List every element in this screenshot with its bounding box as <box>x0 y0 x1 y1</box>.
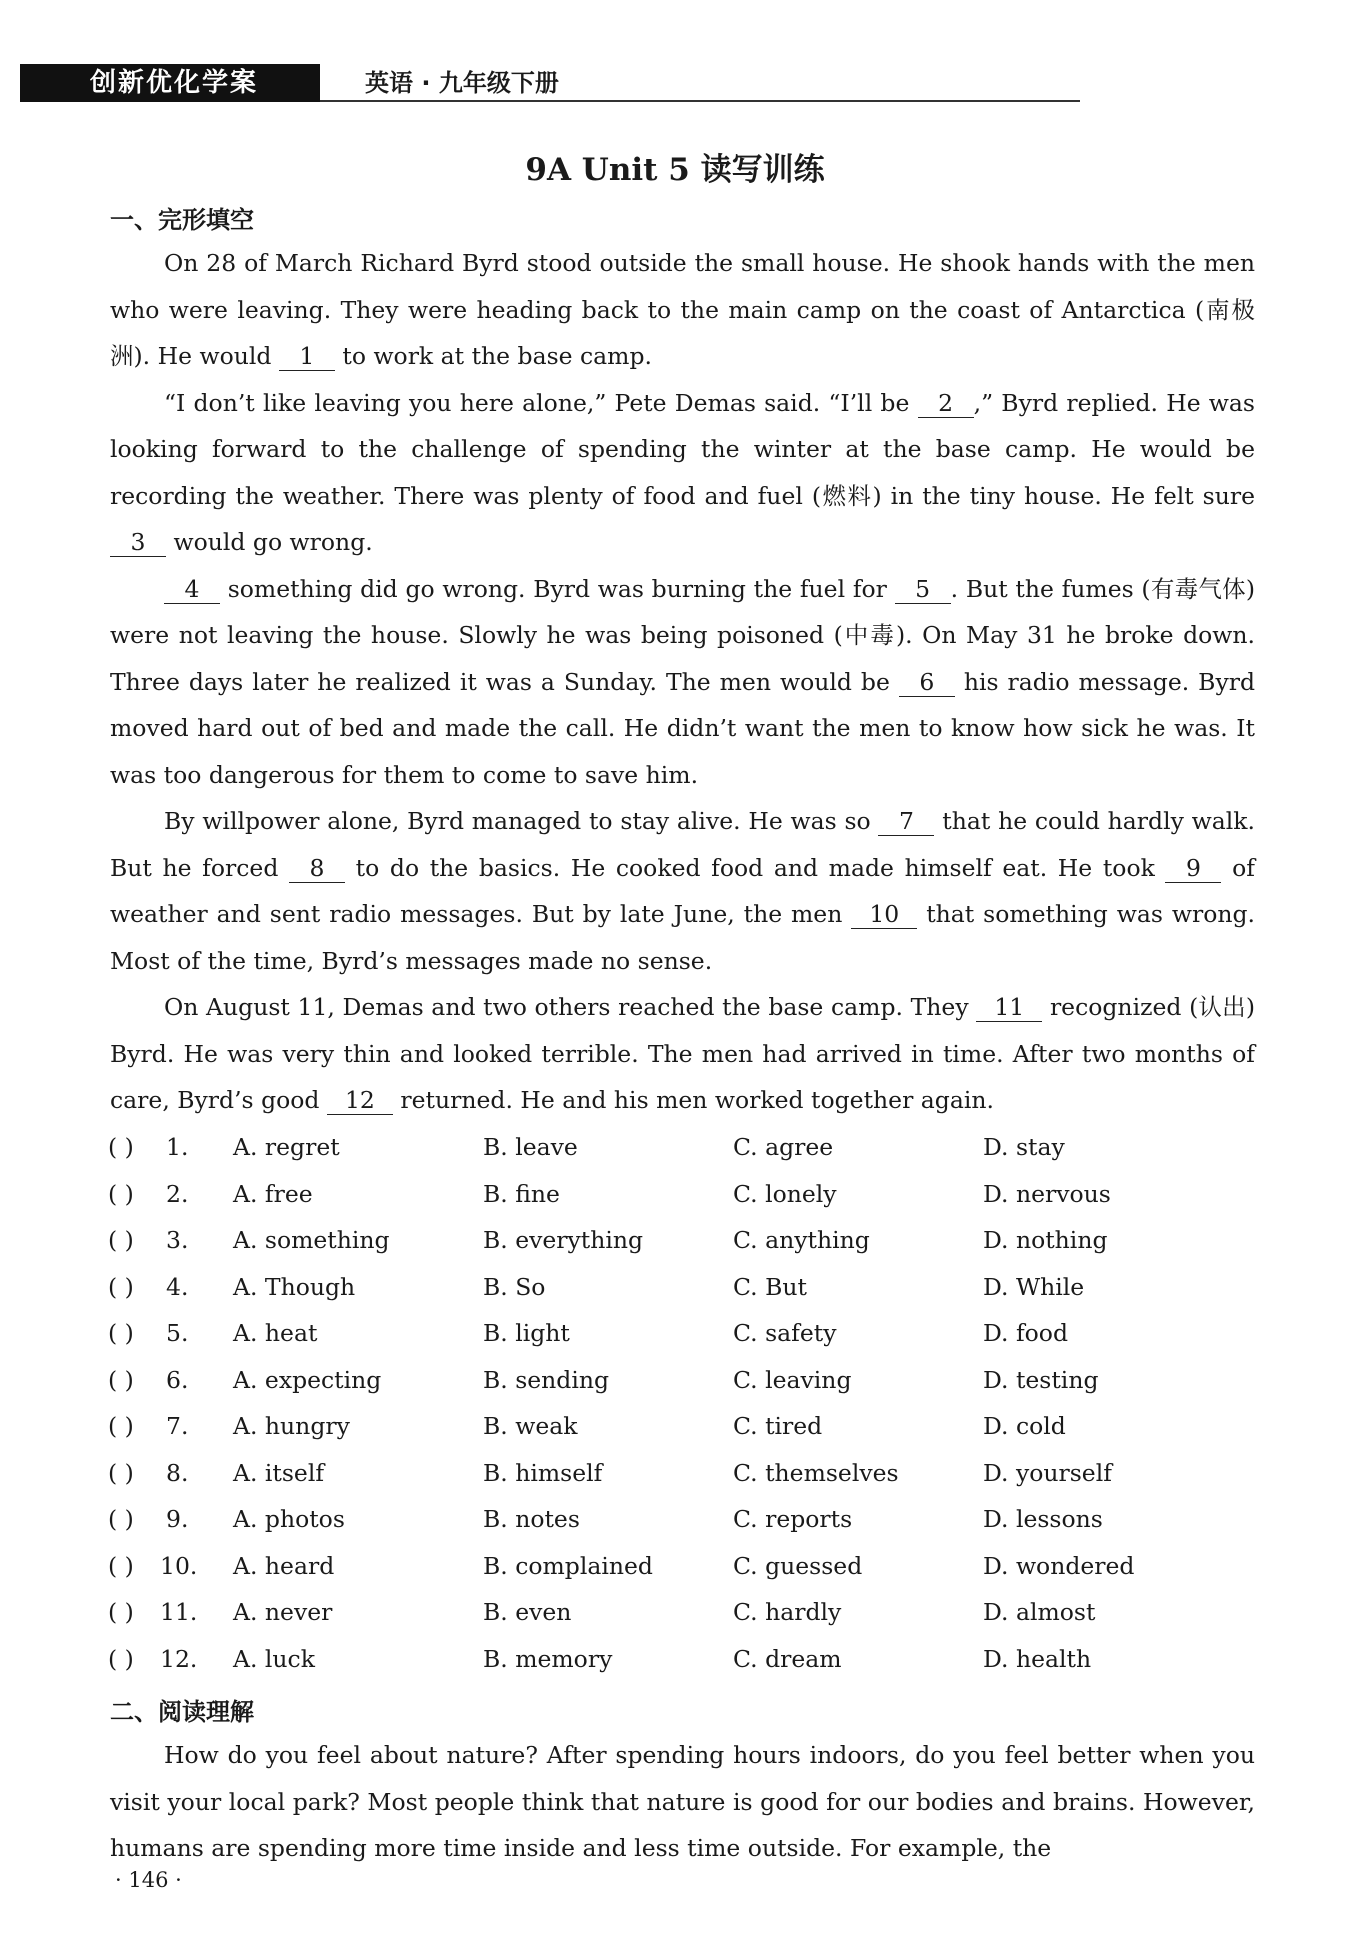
passage-text: ,” Byrd replied. He was looking forward to the challenge of spending the winter at the base camp. He would be recording the weather. There was plenty of food and fuel (燃料) in the tiny house. He felt sure <box>110 388 1255 510</box>
answer-bracket[interactable]: ( ) <box>108 1644 134 1673</box>
passage-text: that something was wrong. Most of the time, Byrd’s messages made no sense. <box>110 900 1255 975</box>
answer-bracket[interactable]: ( ) <box>108 1272 134 1301</box>
question-number: 3. <box>166 1226 189 1254</box>
passage-text: On August 11, Demas and two others reached the base camp. They <box>164 993 977 1021</box>
cloze-passage <box>110 240 1255 1124</box>
section-heading-reading: 二、阅读理解 <box>110 1698 254 1726</box>
answer-bracket[interactable]: ( ) <box>108 1179 134 1208</box>
reading-passage <box>110 1732 1255 1872</box>
option-a: A. Though <box>233 1272 356 1301</box>
answer-bracket[interactable]: ( ) <box>108 1226 134 1254</box>
answer-blank[interactable]: 5 <box>895 575 951 604</box>
option-c: C. safety <box>733 1319 837 1347</box>
question-row <box>108 1124 1258 1170</box>
option-c: C. guessed <box>733 1551 863 1580</box>
option-d: D. testing <box>983 1365 1099 1394</box>
question-number: 1. <box>166 1133 189 1161</box>
passage-text: that he could hardly walk. But he forced <box>110 807 1255 882</box>
question-number: 6. <box>166 1365 189 1394</box>
question-row <box>108 1217 1258 1263</box>
option-b: B. memory <box>483 1644 613 1673</box>
option-d: D. wondered <box>983 1551 1135 1580</box>
option-d: D. nervous <box>983 1179 1111 1208</box>
option-d: D. almost <box>983 1598 1096 1626</box>
option-a: A. never <box>233 1598 333 1626</box>
option-c: C. tired <box>733 1412 823 1440</box>
question-number: 12. <box>160 1644 198 1673</box>
option-a: A. luck <box>233 1644 315 1673</box>
passage-text: to work at the base camp. <box>334 342 652 370</box>
question-number: 5. <box>166 1319 189 1347</box>
option-b: B. notes <box>483 1505 580 1533</box>
answer-bracket[interactable]: ( ) <box>108 1319 134 1347</box>
passage-text: . But the fumes (有毒气体) were not leaving the house. Slowly he was being poisoned (中毒). On May 31 he broke down. Three days later he realized it was a Sunday. The men would be <box>110 574 1255 696</box>
option-a: A. expecting <box>233 1365 382 1394</box>
option-a: A. photos <box>233 1505 345 1533</box>
question-number: 8. <box>166 1458 189 1487</box>
passage-text: “I don’t like leaving you here alone,” Pete Demas said. “I’ll be <box>164 388 918 417</box>
passage-text: By willpower alone, Byrd managed to stay alive. He was so <box>164 807 879 835</box>
question-number: 7. <box>166 1412 189 1440</box>
answer-blank[interactable]: 1 <box>279 342 335 371</box>
option-d: D. lessons <box>983 1505 1103 1533</box>
option-b: B. weak <box>483 1412 578 1440</box>
option-a: A. hungry <box>233 1412 350 1440</box>
option-c: C. agree <box>733 1133 834 1161</box>
option-d: D. nothing <box>983 1226 1108 1254</box>
passage-text: of weather and sent radio messages. But by late June, the men <box>110 853 1255 928</box>
passage-text: his radio message. Byrd moved hard out of bed and made the call. He didn’t want the men to know how sick he was. It was too dangerous for them to come to save him. <box>110 667 1255 789</box>
question-number: 11. <box>160 1598 198 1626</box>
answer-bracket[interactable]: ( ) <box>108 1458 134 1487</box>
option-c: C. anything <box>733 1226 870 1254</box>
question-number: 10. <box>160 1551 198 1580</box>
option-d: D. health <box>983 1644 1092 1673</box>
question-row <box>108 1450 1258 1496</box>
answer-blank[interactable]: 2 <box>918 389 974 418</box>
question-row <box>108 1171 1258 1217</box>
answer-blank[interactable]: 11 <box>976 993 1042 1022</box>
option-b: B. everything <box>483 1226 644 1254</box>
option-a: A. regret <box>233 1133 340 1161</box>
option-c: C. themselves <box>733 1458 899 1487</box>
passage-text: would go wrong. <box>166 528 373 556</box>
option-d: D. cold <box>983 1412 1066 1440</box>
header-rule <box>320 100 1080 102</box>
answer-bracket[interactable]: ( ) <box>108 1598 134 1626</box>
question-row <box>108 1589 1258 1635</box>
question-number: 2. <box>166 1179 189 1208</box>
option-b: B. fine <box>483 1179 560 1208</box>
option-d: D. food <box>983 1319 1068 1347</box>
cloze-paragraph <box>110 984 1255 1124</box>
passage-text: recognized (认出) Byrd. He was very thin and looked terrible. The men had arrived in time. After two months of care, Byrd’s good <box>110 993 1255 1114</box>
option-a: A. heard <box>233 1551 335 1580</box>
page-header <box>20 60 1080 106</box>
answer-bracket[interactable]: ( ) <box>108 1133 134 1161</box>
option-a: A. itself <box>233 1458 325 1487</box>
option-c: C. lonely <box>733 1179 837 1208</box>
answer-blank[interactable]: 12 <box>327 1086 393 1115</box>
cloze-paragraph <box>110 798 1255 984</box>
answer-bracket[interactable]: ( ) <box>108 1365 134 1394</box>
answer-blank[interactable]: 9 <box>1165 854 1221 883</box>
option-b: B. complained <box>483 1551 653 1580</box>
passage-text: something did go wrong. Byrd was burning the fuel for <box>220 574 895 603</box>
answer-blank[interactable]: 3 <box>110 528 166 557</box>
question-row <box>108 1403 1258 1449</box>
answer-blank[interactable]: 7 <box>878 807 934 836</box>
option-b: B. leave <box>483 1133 578 1161</box>
cloze-paragraph <box>110 566 1255 799</box>
answer-blank[interactable]: 6 <box>899 668 955 697</box>
cloze-paragraph <box>110 380 1255 566</box>
option-c: C. But <box>733 1272 807 1301</box>
option-d: D. stay <box>983 1133 1065 1161</box>
option-c: C. dream <box>733 1644 842 1673</box>
option-c: C. leaving <box>733 1365 852 1394</box>
question-number: 9. <box>166 1505 189 1533</box>
answer-bracket[interactable]: ( ) <box>108 1412 134 1440</box>
section-heading-cloze: 一、完形填空 <box>110 206 254 234</box>
question-row <box>108 1310 1258 1356</box>
question-row <box>108 1357 1258 1403</box>
option-b: B. light <box>483 1319 570 1347</box>
question-row <box>108 1543 1258 1589</box>
passage-text: returned. He and his men worked together again. <box>392 1086 994 1114</box>
question-row <box>108 1264 1258 1310</box>
option-c: C. hardly <box>733 1598 842 1626</box>
answer-bracket[interactable]: ( ) <box>108 1551 134 1580</box>
passage-text: to do the basics. He cooked food and made himself eat. He took <box>345 853 1166 882</box>
answer-blank[interactable]: 8 <box>289 854 345 883</box>
reading-paragraph: How do you feel about nature? After spending hours indoors, do you feel better when you visit your local park? Most people think that nature is good for our bodies and brains. However, humans are spending more time inside and less time outside. For example, the <box>110 1741 1255 1862</box>
option-b: B. So <box>483 1272 546 1301</box>
answer-blank[interactable]: 4 <box>164 575 220 604</box>
option-b: B. himself <box>483 1458 603 1487</box>
option-a: A. heat <box>233 1319 318 1347</box>
option-b: B. sending <box>483 1365 610 1394</box>
brand-logo: 创新优化学案 <box>20 64 320 102</box>
cloze-paragraph <box>110 240 1255 380</box>
passage-text: On 28 of March Richard Byrd stood outside the small house. He shook hands with the men who were leaving. They were heading back to the main camp on the coast of Antarctica (南极洲). He would <box>110 249 1255 370</box>
option-d: D. While <box>983 1272 1085 1301</box>
option-a: A. free <box>233 1179 313 1208</box>
answer-bracket[interactable]: ( ) <box>108 1505 134 1533</box>
page-title: 9A Unit 5 读写训练 <box>525 152 825 188</box>
option-c: C. reports <box>733 1505 853 1533</box>
option-a: A. something <box>233 1226 390 1254</box>
page-number: · 146 · <box>115 1868 182 1892</box>
option-b: B. even <box>483 1598 572 1626</box>
option-d: D. yourself <box>983 1458 1112 1487</box>
question-row <box>108 1496 1258 1542</box>
question-number: 4. <box>166 1272 189 1301</box>
question-row <box>108 1636 1258 1682</box>
answer-blank[interactable]: 10 <box>851 900 917 929</box>
book-title: 英语 · 九年级下册 <box>365 69 559 97</box>
